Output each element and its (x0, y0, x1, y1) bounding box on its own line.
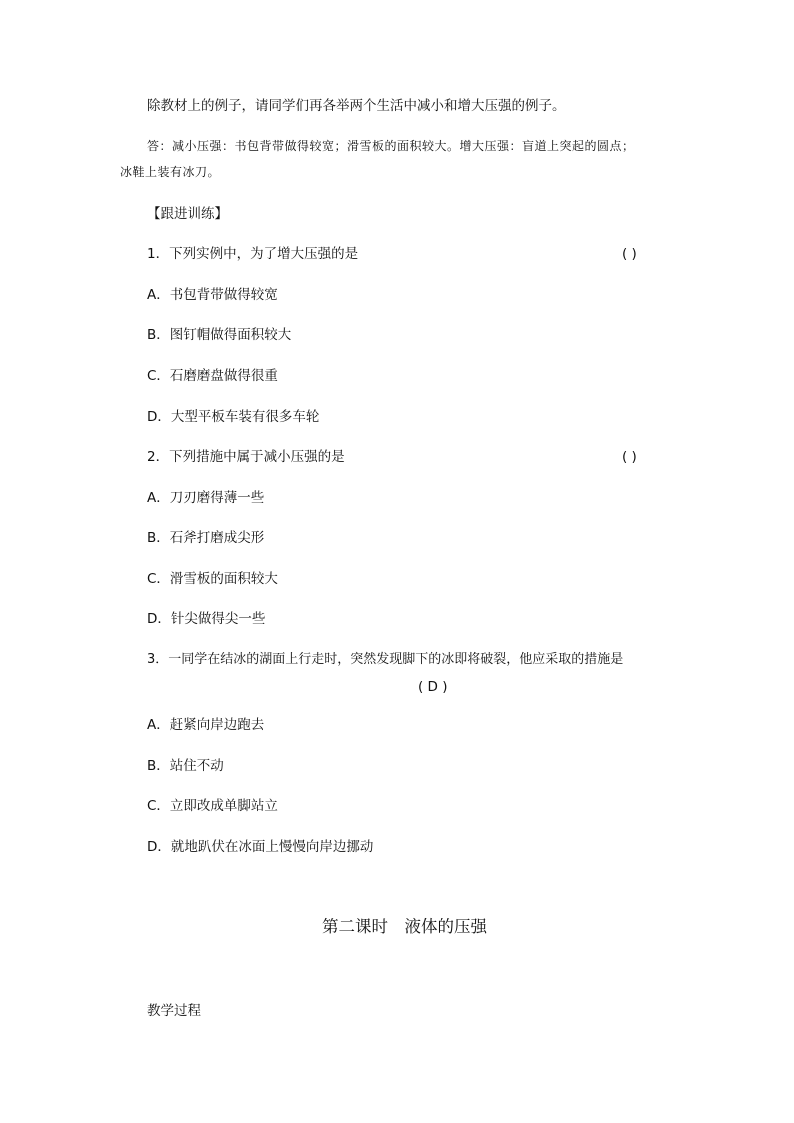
section-label: 【跟进训练】 (147, 206, 228, 222)
question-3-option-a: A．赶紧向岸边跑去 (147, 717, 265, 733)
process-label: 教学过程 (147, 1003, 201, 1019)
question-2-option-b: B．石斧打磨成尖形 (147, 530, 265, 546)
question-1-stem: 1．下列实例中，为了增大压强的是 (147, 246, 359, 262)
question-3-option-c: C．立即改成单脚站立 (147, 798, 278, 814)
question-1-option-d: D．大型平板车装有很多车轮 (147, 409, 320, 425)
lesson-title: 第二课时 液体的压强 (322, 917, 487, 936)
question-3-stem: 3．一同学在结冰的湖面上行走时，突然发现脚下的冰即将破裂，他应采取的措施是 (147, 652, 624, 667)
question-3-option-b: B．站住不动 (147, 758, 224, 774)
answer-line-1: 答：减小压强：书包背带做得较宽；滑雪板的面积较大。增大压强：盲道上突起的圆点； (147, 139, 635, 153)
question-1-option-b: B．图钉帽做得面积较大 (147, 327, 292, 343)
question-3-paren: ( D ) (418, 679, 448, 695)
question-1-option-c: C．石磨磨盘做得很重 (147, 368, 278, 384)
question-2-option-d: D．针尖做得尖一些 (147, 611, 266, 627)
question-1-paren: ( ) (622, 246, 637, 262)
question-1-option-a: A．书包背带做得较宽 (147, 287, 278, 303)
intro-prompt: 除教材上的例子，请同学们再各举两个生活中减小和增大压强的例子。 (147, 98, 566, 114)
question-2-option-a: A．刀刃磨得薄一些 (147, 490, 265, 506)
question-3-option-d: D．就地趴伏在冰面上慢慢向岸边挪动 (147, 839, 374, 855)
question-2-stem: 2．下列措施中属于减小压强的是 (147, 449, 345, 465)
answer-line-2: 冰鞋上装有冰刀。 (120, 165, 221, 179)
question-2-paren: ( ) (622, 449, 637, 465)
question-2-option-c: C．滑雪板的面积较大 (147, 571, 278, 587)
